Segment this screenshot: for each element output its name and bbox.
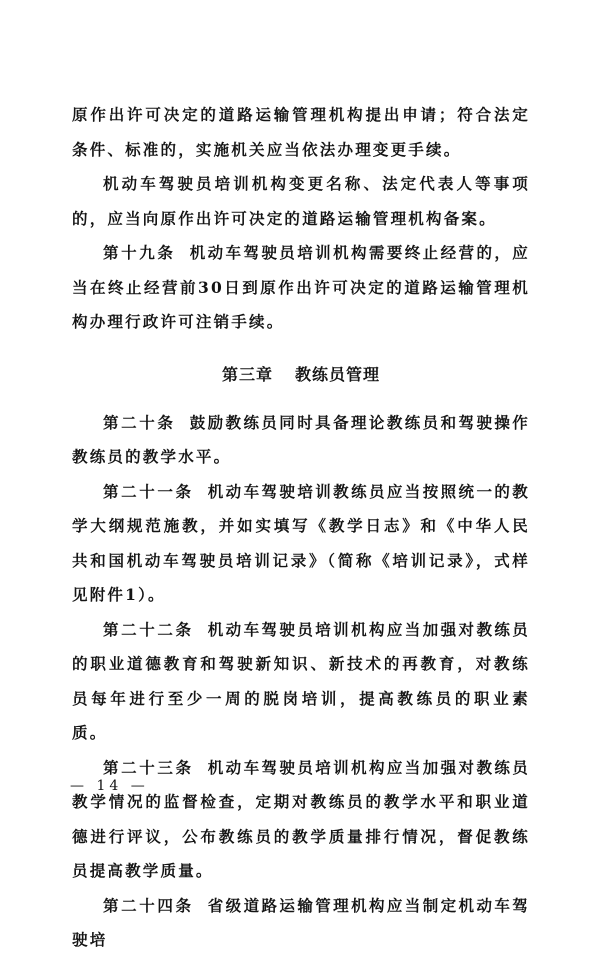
chapter-title: 教练员管理 [295,364,381,384]
article-number: 第十九条 [103,243,176,262]
page-number: — 14 — [70,778,149,794]
article-text: 省级道路运输管理机构应当制定机动车驾驶培 [72,895,530,949]
article-text: 机动车驾驶员培训机构应当加强对教练员教学情况的监督检查，定期对教练员的教学水平和职业道德进行评议，公布教练员的教学质量排行情况，督促教练员提高教学质量。 [72,757,530,880]
chapter-heading [72,358,530,392]
paragraph-filing [72,167,530,236]
article-text: 鼓励教练员同时具备理论教练员和驾驶操作教练员的教学水平。 [72,412,530,466]
article-19 [72,236,530,340]
article-text: 机动车驾驶员培训机构需要终止经营的，应当在终止经营前30日到原作出许可决定的道路运输管理机构办理行政许可注销手续。 [72,243,530,331]
chapter-number: 第三章 [221,364,273,384]
article-number: 第二十二条 [103,619,194,639]
article-number: 第二十一条 [103,481,194,501]
article-number: 第二十四条 [103,895,194,915]
article-number: 第二十条 [103,412,176,432]
article-20 [72,406,530,475]
article-text: 机动车驾驶员培训机构应当加强对教练员的职业道德教育和驾驶新知识、新技术的再教育，对教练员每年进行至少一周的脱岗培训，提高教练员的职业素质。 [72,619,530,742]
article-22 [72,613,530,751]
article-24 [72,889,530,958]
article-23 [72,751,530,889]
paragraph-text: 机动车驾驶员培训机构变更名称、法定代表人等事项的，应当向原作出许可决定的道路运输管理机构备案。 [72,174,530,228]
paragraph-continued [72,98,530,167]
paragraph-text: 原作出许可决定的道路运输管理机构提出申请；符合法定条件、标准的，实施机关应当依法办理变更手续。 [72,105,530,159]
article-text: 机动车驾驶培训教练员应当按照统一的教学大纲规范施教，并如实填写《教学日志》和《中华人民共和国机动车驾驶员培训记录》（简称《培训记录》，式样见附件1）。 [72,481,530,604]
article-21 [72,475,530,613]
article-number: 第二十三条 [103,757,194,777]
